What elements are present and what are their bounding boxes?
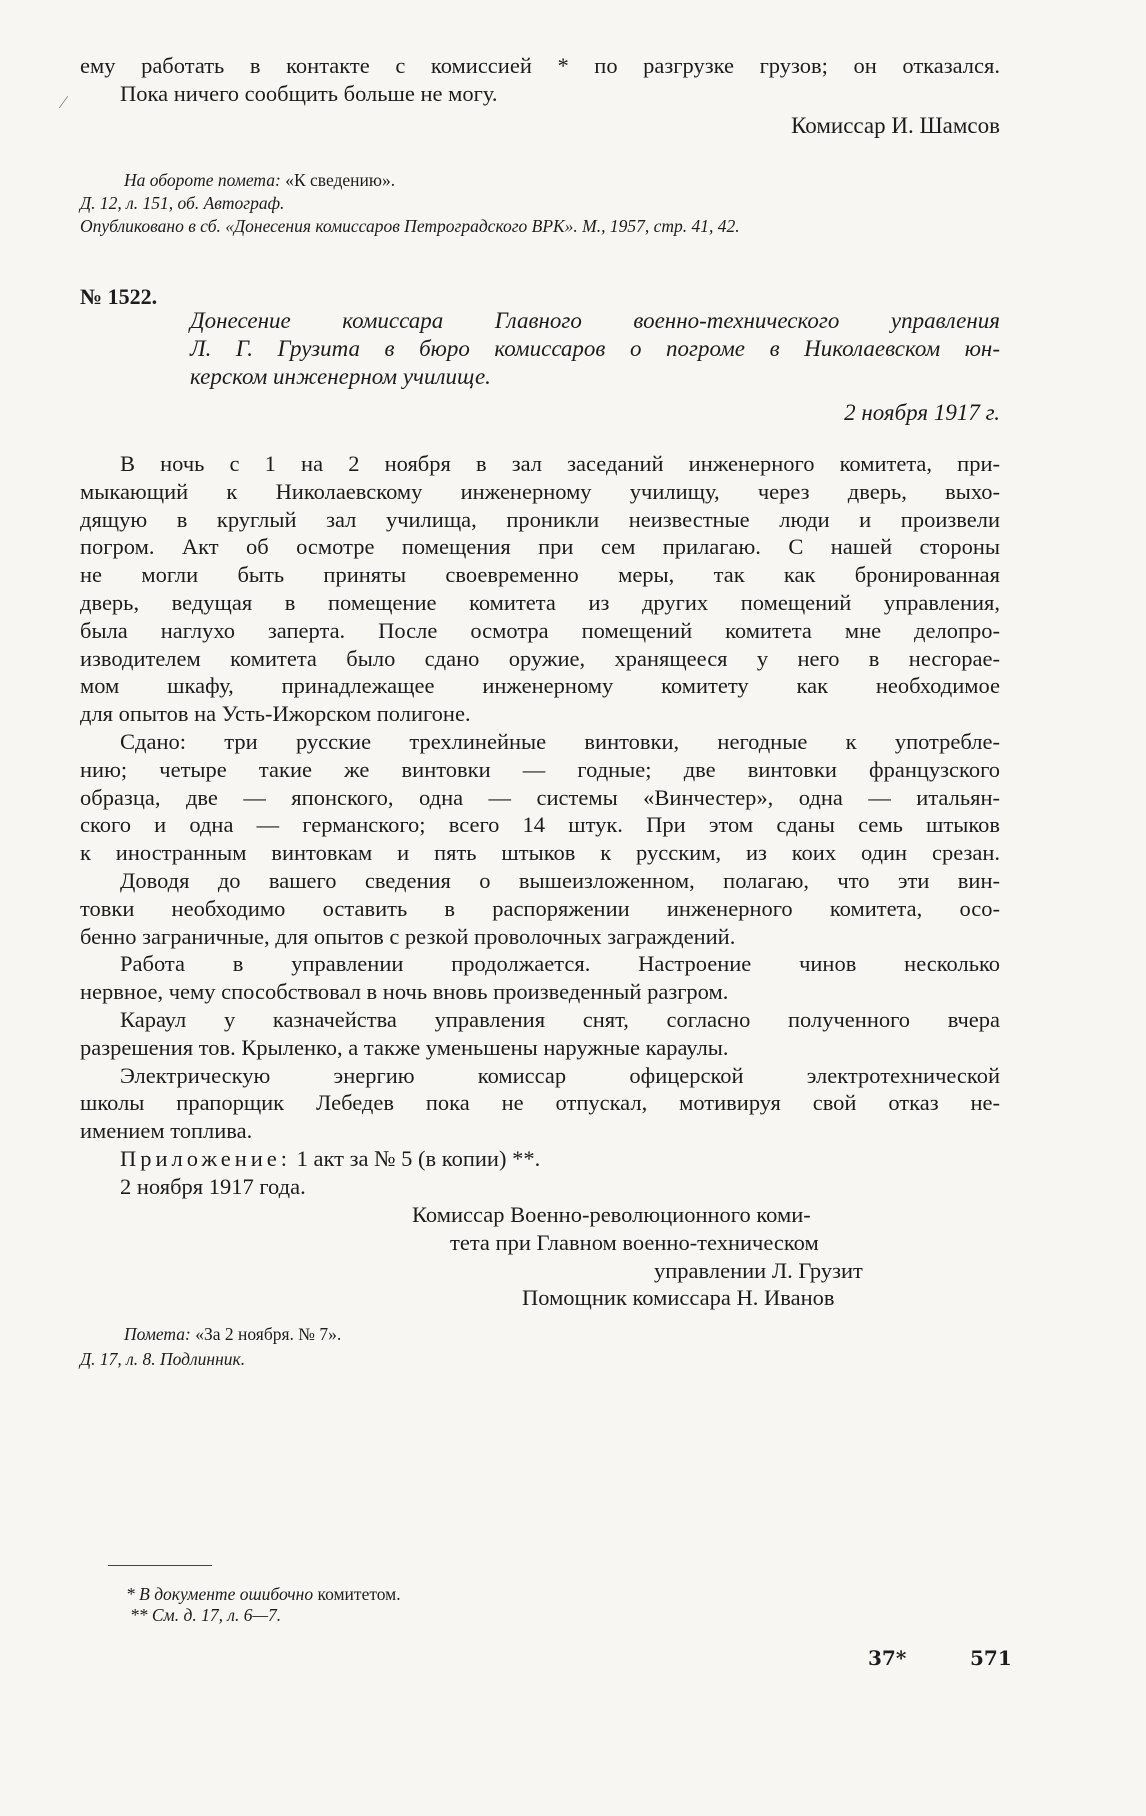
title-line: Л. Г. Грузита в бюро комиссаров о погроме в Николаевском юн- — [190, 336, 1000, 361]
document-body — [80, 450, 1000, 1201]
pencil-mark: ∕ — [62, 92, 66, 112]
paragraph — [80, 950, 1000, 1006]
footnote-mark: * — [126, 1584, 135, 1604]
note-label: Помета: — [124, 1324, 191, 1344]
document-date: 2 ноября 1917 г. — [844, 400, 1000, 425]
document-archive: Д. 17, л. 8. Подлинник. — [80, 1349, 246, 1369]
page-number: 571 — [970, 1646, 1012, 1670]
footnote-text: В документе ошибочно — [139, 1584, 314, 1604]
prev-doc-note — [124, 170, 1044, 191]
body-line: нервное, чему способствовал в ночь вновь произведенный разгром. — [80, 979, 729, 1005]
body-line: мыкающий к Николаевскому инженерному училищу, через дверь, выхо- — [80, 478, 1000, 504]
closing-date: 2 ноября 1917 года. — [120, 1173, 306, 1199]
footnote-divider — [108, 1565, 212, 1566]
attachment-text: 1 акт за № 5 (в копии) **. — [296, 1145, 541, 1171]
attachment-label: Приложение: — [120, 1145, 292, 1171]
prev-doc-archive: Д. 12, л. 151, об. Автограф. — [80, 193, 285, 213]
body-line: была наглухо заперта. После осмотра помещений комитета мне делопро- — [80, 617, 1000, 643]
footnote-text-plain: комитетом. — [317, 1584, 401, 1604]
body-line: погром. Акт об осмотре помещения при сем прилагаю. С нашей стороны — [80, 534, 1000, 560]
body-line: образца, две — японского, одна — системы «Винчестер», одна — итальян- — [80, 784, 1000, 810]
body-line: разрешения тов. Крыленко, а также уменьшены наружные караулы. — [80, 1034, 729, 1060]
title-line: Донесение комиссара Главного военно-технического управления — [190, 308, 1000, 333]
footnote-text: См. д. 17, л. 6—7. — [151, 1605, 282, 1625]
body-line: не могли быть приняты своевременно меры, так как бронированная — [80, 562, 1000, 588]
prev-doc-published: Опубликовано в сб. «Донесения комиссаров Петроградского ВРК». М., 1957, стр. 41, 42. — [80, 216, 740, 236]
prev-doc-text — [80, 52, 1000, 108]
signature-block — [412, 1201, 972, 1312]
body-line: мом шкафу, принадлежащее инженерному комитету как необходимое — [80, 673, 1000, 699]
title-line: керском инженерном училище. — [190, 364, 491, 389]
footnotes — [126, 1584, 401, 1626]
body-line: Электрическую энергию комиссар офицерской электротехнической — [120, 1062, 1000, 1088]
signature-mark: 37* — [868, 1646, 907, 1670]
document-title — [190, 307, 1000, 391]
document-note — [124, 1324, 341, 1345]
body-line: Работа в управлении продолжается. Настроение чинов несколько — [120, 951, 1000, 977]
body-line: нию; четыре такие же винтовки — годные; две винтовки французского — [80, 756, 1000, 782]
note-label: На обороте помета: — [124, 170, 281, 190]
document-number: № 1522. — [80, 284, 158, 309]
body-line: бенно заграничные, для опытов с резкой проволочных заграждений. — [80, 923, 736, 949]
body-line: В ночь с 1 на 2 ноября в зал заседаний инженерного комитета, при- — [120, 451, 1000, 476]
attachment-line — [80, 1145, 1000, 1173]
paragraph — [80, 728, 1000, 867]
body-line: товки необходимо оставить в распоряжении инженерного комитета, осо- — [80, 895, 1000, 921]
paragraph — [80, 450, 1000, 728]
prev-doc-line: Пока ничего сообщить больше не могу. — [120, 80, 498, 106]
signature-line: тета при Главном военно-техническом — [450, 1229, 819, 1255]
signature-line: Помощник комиссара Н. Иванов — [522, 1285, 835, 1311]
paragraph — [80, 1062, 1000, 1145]
paragraph — [80, 867, 1000, 950]
body-line: ского и одна — германского; всего 14 штук. При этом сданы семь штыков — [80, 812, 1000, 838]
body-line: дверь, ведущая в помещение комитета из других помещений управления, — [80, 589, 1000, 615]
body-line: для опытов на Усть-Ижорском полигоне. — [80, 701, 471, 727]
body-line: имением топлива. — [80, 1118, 253, 1144]
paragraph — [80, 1006, 1000, 1062]
prev-doc-line: ему работать в контакте с комиссией * по разгрузке грузов; он отказался. — [80, 53, 1000, 78]
footnote — [126, 1584, 401, 1605]
signature-line: Комиссар Военно-революционного коми- — [412, 1202, 811, 1227]
body-line: к иностранным винтовкам и пять штыков к русским, из коих один срезан. — [80, 840, 1000, 866]
body-line: Караул у казначейства управления снят, согласно полученного вчера — [120, 1006, 1000, 1032]
body-line: изводителем комитета было сдано оружие, хранящееся у него в несгорае- — [80, 645, 1000, 671]
footnote-mark: ** — [130, 1605, 148, 1625]
prev-doc-signature: Комиссар И. Шамсов — [791, 113, 1000, 138]
note-value: «К сведению». — [285, 170, 396, 190]
body-line: Доводя до вашего сведения о вышеизложенном, полагаю, что эти вин- — [120, 867, 1000, 893]
footnote — [130, 1605, 401, 1626]
signature-line: управлении Л. Грузит — [654, 1257, 863, 1283]
body-line: школы прапорщик Лебедев пока не отпускал, мотивируя свой отказ не- — [80, 1090, 1000, 1116]
body-line: дящую в круглый зал училища, проникли неизвестные люди и произвели — [80, 506, 1000, 532]
body-line: Сдано: три русские трехлинейные винтовки, негодные к употребле- — [120, 728, 1000, 754]
note-value: «За 2 ноября. № 7». — [195, 1324, 342, 1344]
